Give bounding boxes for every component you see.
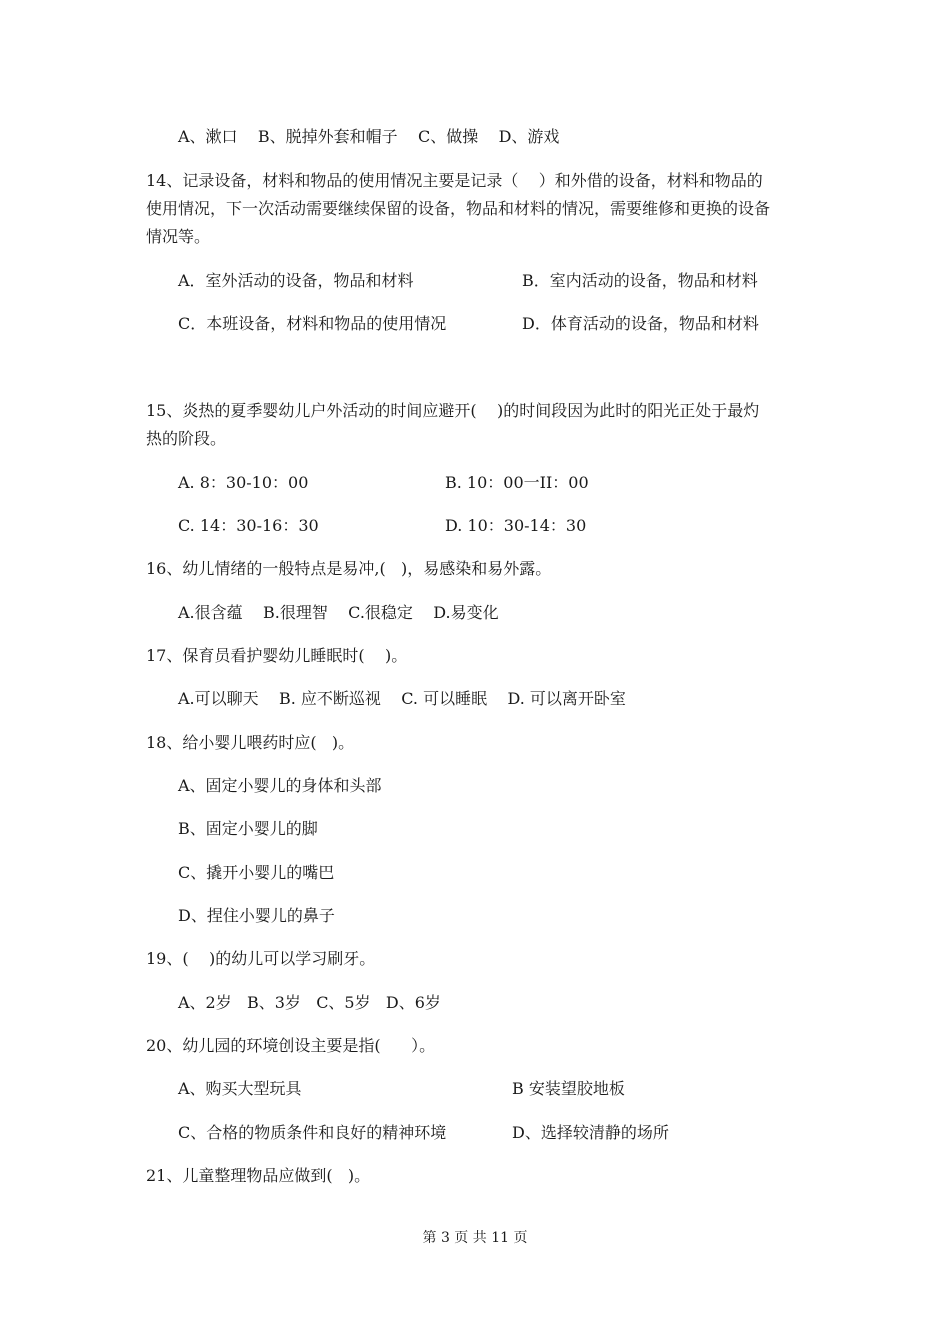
q16-options: A.很含蕴 B.很理智 C.很稳定 D.易变化 bbox=[178, 603, 499, 622]
q15-option-b: B. 10：00一II：00 bbox=[445, 473, 589, 492]
q18-stem: 18、给小婴儿喂药时应( )。 bbox=[146, 733, 355, 752]
q20-option-a: A、购买大型玩具 bbox=[178, 1079, 302, 1098]
q17-options: A.可以聊天 B. 应不断巡视 C. 可以睡眠 D. 可以离开卧室 bbox=[178, 689, 626, 708]
q18-option-c: C、撬开小婴儿的嘴巴 bbox=[178, 863, 335, 882]
q20-option-c: C、合格的物质条件和良好的精神环境 bbox=[178, 1123, 447, 1142]
q14-option-c: C．本班设备，材料和物品的使用情况 bbox=[178, 314, 447, 333]
q21-stem: 21、儿童整理物品应做到( )。 bbox=[146, 1166, 371, 1185]
q15-option-c: C. 14：30-16：30 bbox=[178, 516, 319, 535]
q19-options: A、2岁 B、3岁 C、5岁 D、6岁 bbox=[178, 993, 441, 1012]
q18-option-a: A、固定小婴儿的身体和头部 bbox=[178, 776, 382, 795]
q20-option-d: D、选择较清静的场所 bbox=[512, 1123, 669, 1142]
q20-option-b: B 安装望胶地板 bbox=[512, 1079, 625, 1098]
q14-stem-line3: 情况等。 bbox=[146, 227, 211, 246]
q17-stem: 17、保育员看护婴幼儿睡眠时( )。 bbox=[146, 646, 408, 665]
q14-stem-line2: 使用情况，下一次活动需要继续保留的设备，物品和材料的情况，需要维修和更换的设备 bbox=[146, 199, 771, 218]
q14-stem-line1: 14、记录设备，材料和物品的使用情况主要是记录（ ）和外借的设备，材料和物品的 bbox=[146, 171, 763, 190]
q18-option-b: B、固定小婴儿的脚 bbox=[178, 819, 318, 838]
q15-stem-line2: 热的阶段。 bbox=[146, 429, 227, 448]
q14-option-a: A．室外活动的设备，物品和材料 bbox=[178, 271, 414, 290]
page-footer: 第 3 页 共 11 页 bbox=[422, 1230, 528, 1246]
q18-option-d: D、捏住小婴儿的鼻子 bbox=[178, 906, 335, 925]
q15-stem-line1: 15、炎热的夏季婴幼儿户外活动的时间应避开( )的时间段因为此时的阳光正处于最灼 bbox=[146, 401, 760, 420]
q20-stem: 20、幼儿园的环境创设主要是指( ）。 bbox=[146, 1036, 436, 1055]
q15-option-d: D. 10：30-14：30 bbox=[445, 516, 587, 535]
q14-option-b: B．室内活动的设备，物品和材料 bbox=[522, 271, 758, 290]
q14-option-d: D．体育活动的设备，物品和材料 bbox=[522, 314, 759, 333]
q15-option-a: A. 8：30-10：00 bbox=[178, 473, 309, 492]
q13-options: A、漱口 B、脱掉外套和帽子 C、做操 D、游戏 bbox=[178, 127, 560, 146]
q16-stem: 16、幼儿情绪的一般特点是易冲,( )，易感染和易外露。 bbox=[146, 559, 552, 578]
q19-stem: 19、( )的幼儿可以学习刷牙。 bbox=[146, 949, 376, 968]
